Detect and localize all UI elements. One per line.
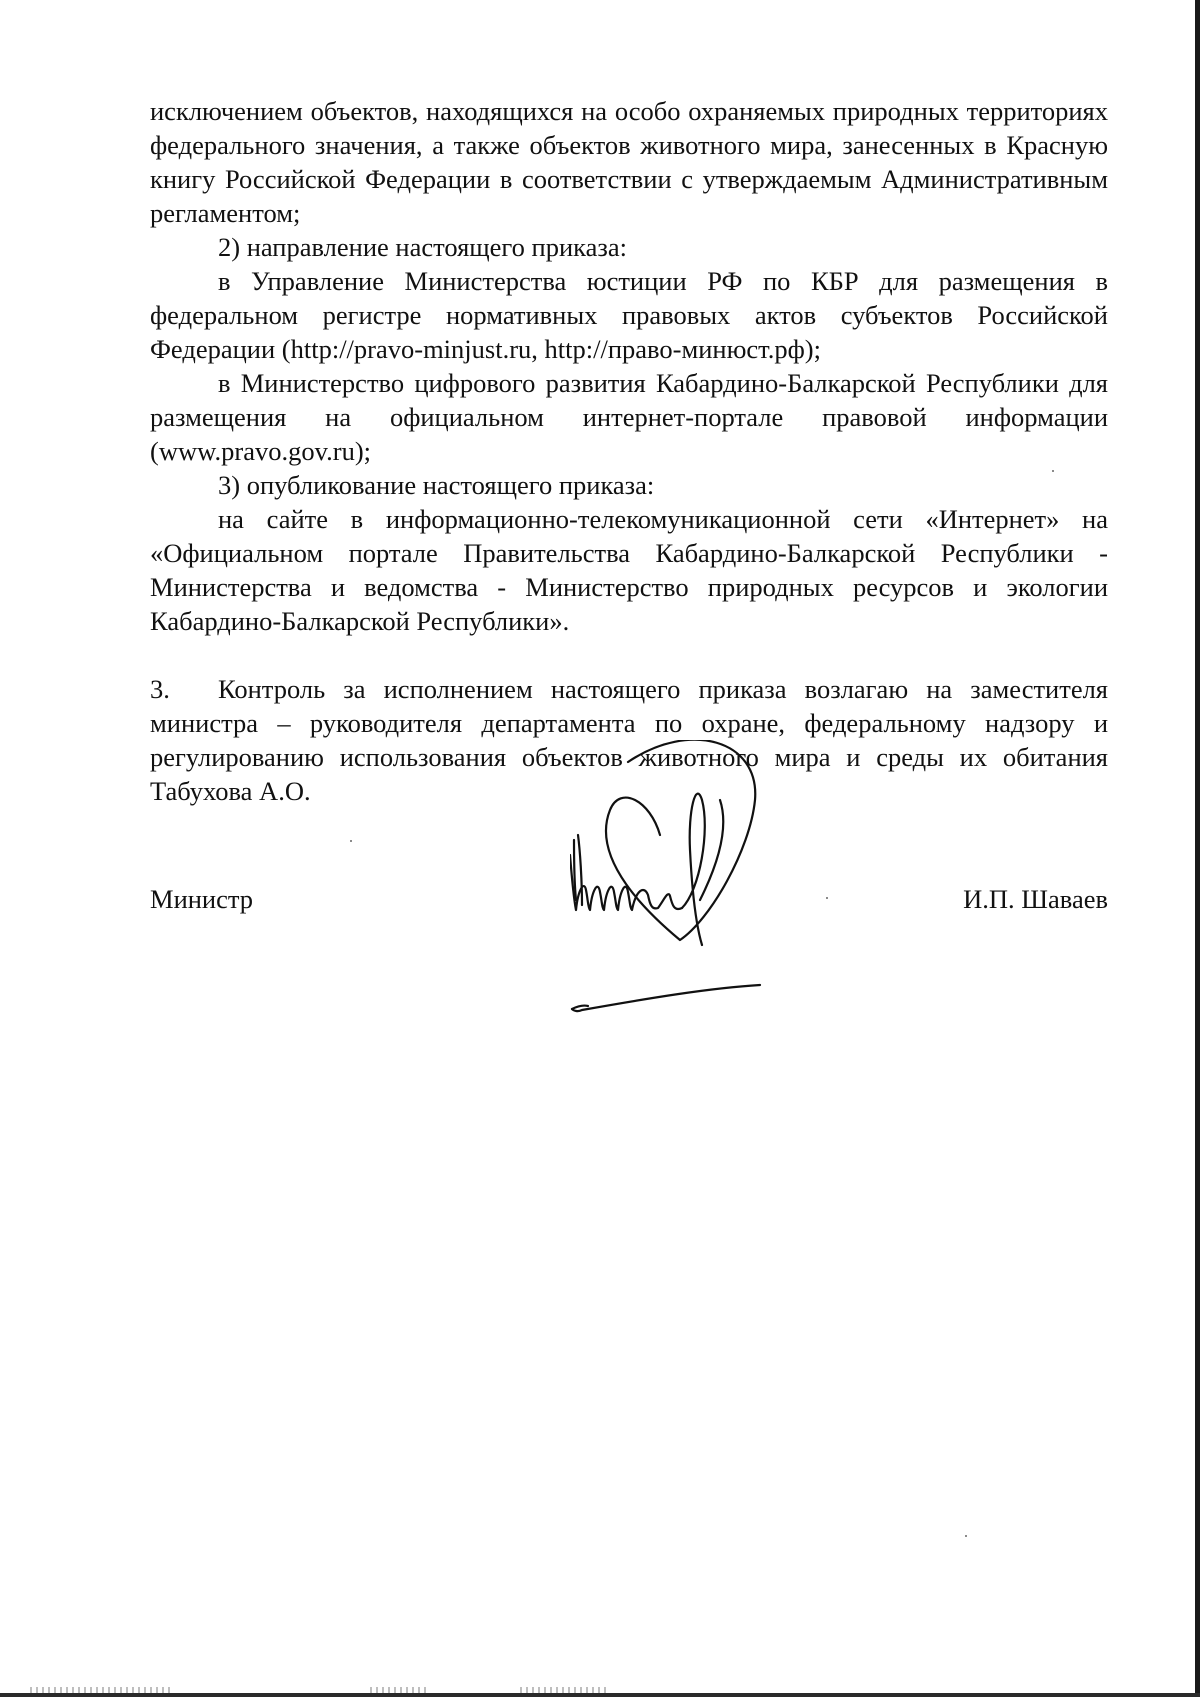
paragraph-item-2: 2) направление настоящего приказа: — [218, 232, 627, 262]
signatory-title: Министр — [150, 884, 254, 914]
paragraph-continuation: исключением объектов, находящихся на особо охраняемых природных территориях федерального значения, а также объектов животного мира, занесенных в Красную книгу Российской Федерации в соответствии с утверждаемым Административным регламентом; — [150, 96, 1108, 228]
scan-speck — [1052, 470, 1054, 472]
paragraph-publication-site: на сайте в информационно-телекомуникационной сети «Интернет» на «Официальном портале Правительства Кабардино-Балкарской Республики - Министерства и ведомства - Министерство природных ресурсов и экологии Кабардино-Балкарской Республики». — [150, 504, 1108, 636]
page-bottom-border — [0, 1693, 1200, 1697]
page-right-border — [1195, 0, 1200, 1697]
scan-speck — [965, 1535, 967, 1537]
scan-speck — [350, 840, 352, 842]
paragraph-item-3: 3) опубликование настоящего приказа: — [218, 470, 655, 500]
signatory-name: И.П. Шаваев — [963, 884, 1108, 914]
scan-speck — [826, 897, 828, 899]
clause-text: Контроль за исполнением настоящего приказа возлагаю на заместителя министра – руководителя департамента по охране, федеральному надзору и регулированию использования объектов животного мира и среды их обитания Табухова А.О. — [150, 674, 1108, 806]
clause-number: 3. — [150, 674, 170, 704]
paragraph-digital-ministry: в Министерство цифрового развития Кабардино-Балкарской Республики для размещения на официальном интернет-портале правовой информации (www.pravo.gov.ru); — [150, 368, 1108, 466]
paragraph-ministry-justice: в Управление Министерства юстиции РФ по КБР для размещения в федеральном регистре нормативных правовых актов субъектов Российской Федерации (http://pravo-minjust.ru, http://право-минюст.рф); — [150, 266, 1108, 364]
handwritten-signature — [570, 740, 790, 1030]
document-body — [150, 94, 1108, 808]
